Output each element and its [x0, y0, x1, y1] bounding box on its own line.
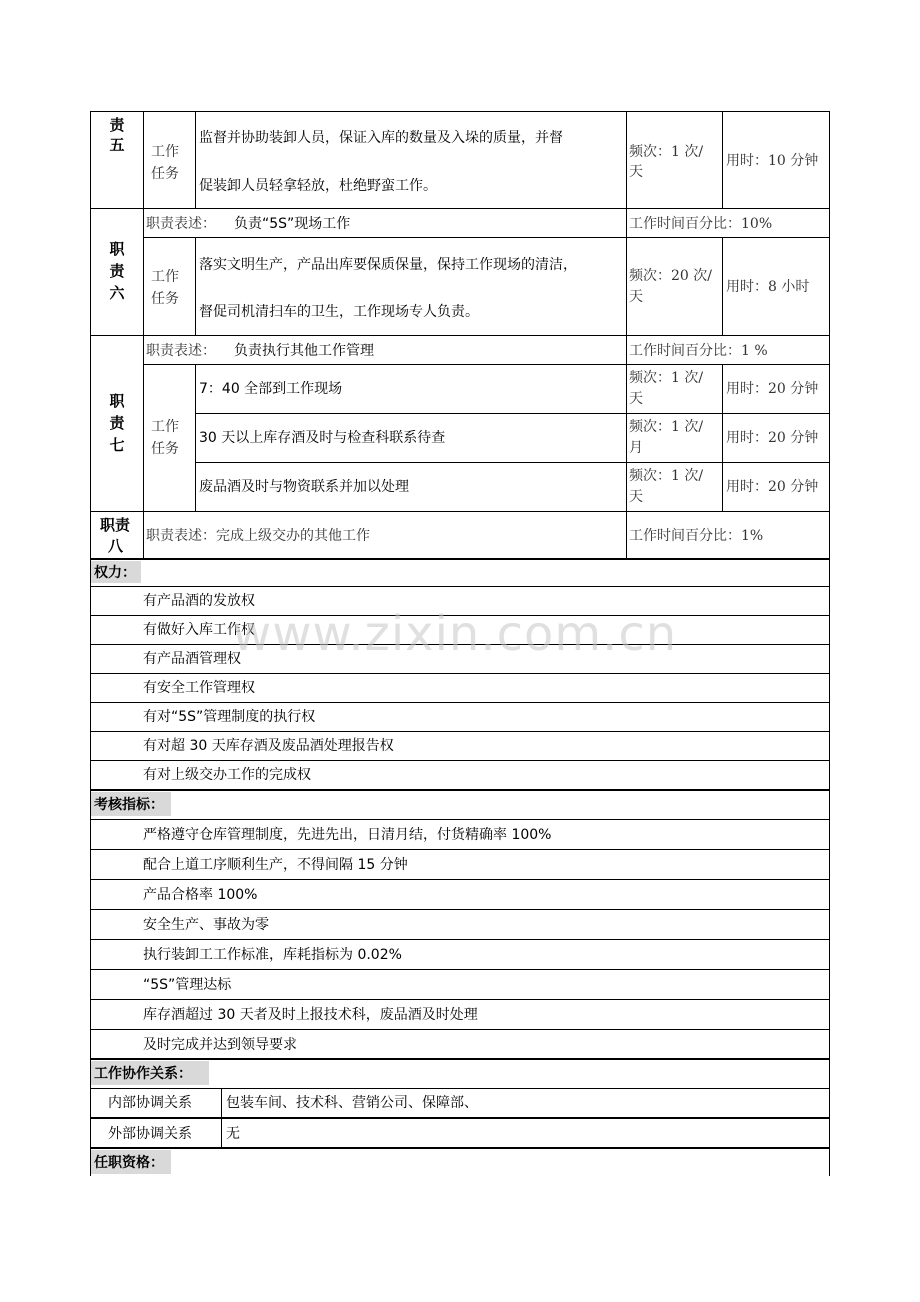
duty7-desc-label: 职责表述： [146, 343, 216, 359]
duty7-task-2: 30 天以上库存酒及时与检查科联系待查 [199, 430, 446, 446]
duty8-title-line1: 职责 [100, 516, 131, 534]
duty7-task-1-time: 用时：20 分钟 [726, 381, 819, 397]
duty7-task-2-time: 用时：20 分钟 [726, 430, 819, 446]
duty6-freq-line1: 频次：20 次/ [629, 268, 712, 284]
duty6-task-line1: 落实文明生产，产品出库要保质保量，保持工作现场的清洁， [199, 257, 577, 273]
duty7-task-label: 工作任务 [151, 419, 179, 457]
duty7-task-2-freq-line2: 月 [629, 440, 643, 456]
duty7-title: 职责七 [109, 392, 125, 454]
duty7-task-3: 废品酒及时与物资联系并加以处理 [199, 479, 409, 495]
qualification-heading: 任职资格： [94, 1155, 164, 1171]
duty8-title-line2: 八 [108, 537, 124, 555]
authority-item: 有做好入库工作权 [143, 622, 255, 638]
authority-item: 有产品酒的发放权 [143, 593, 255, 609]
kpi-item: “5S”管理达标 [143, 977, 232, 993]
kpi-item: 执行装卸工工作标准，库耗指标为 0.02% [143, 947, 402, 963]
authority-heading: 权力： [94, 565, 136, 581]
duty7-desc: 负责执行其他工作管理 [234, 343, 374, 359]
internal-coord-value: 包装车间、技术科、营销公司、保障部、 [226, 1095, 478, 1111]
duty7-task-3-time: 用时：20 分钟 [726, 479, 819, 495]
duty8-pct: 工作时间百分比：1% [629, 528, 764, 544]
kpi-item: 产品合格率 100% [143, 887, 258, 903]
duty6-title: 职责六 [109, 240, 125, 302]
duty6-desc-label: 职责表述： [146, 216, 216, 232]
authority-item: 有安全工作管理权 [143, 680, 255, 696]
kpi-item: 安全生产、事故为零 [143, 917, 269, 933]
external-coord-value: 无 [226, 1126, 240, 1142]
kpi-item: 及时完成并达到领导要求 [143, 1037, 297, 1053]
kpi-item: 严格遵守仓库管理制度，先进先出，日清月结，付货精确率 100% [143, 827, 552, 843]
duty7-task-1: 7：40 全部到工作现场 [199, 381, 343, 397]
duty7-task-1-freq-line1: 频次：1 次/ [629, 370, 704, 386]
authority-item: 有对“5S”管理制度的执行权 [143, 709, 316, 725]
duty5-task-line2: 促装卸人员轻拿轻放，杜绝野蛮工作。 [199, 178, 437, 194]
duty7-task-2-freq-line1: 频次：1 次/ [629, 419, 704, 435]
duty8-desc: 职责表述：完成上级交办的其他工作 [146, 528, 370, 544]
authority-item: 有产品酒管理权 [143, 651, 241, 667]
duty5-freq-line2: 天 [629, 164, 643, 180]
authority-item: 有对上级交办工作的完成权 [143, 767, 311, 783]
duty6-freq-line2: 天 [629, 289, 643, 305]
duty5-title: 责五 [109, 116, 125, 154]
duty7-task-3-freq-line1: 频次：1 次/ [629, 468, 704, 484]
internal-coord-label: 内部协调关系 [108, 1095, 192, 1111]
duty5-freq-line1: 频次：1 次/ [629, 144, 704, 160]
watermark: www.zixin.com.cn [232, 606, 678, 662]
duty7-pct: 工作时间百分比：1 % [629, 343, 768, 359]
duty7-task-3-freq-line2: 天 [629, 489, 643, 505]
kpi-item: 库存酒超过 30 天者及时上报技术科，废品酒及时处理 [143, 1007, 478, 1023]
kpi-item: 配合上道工序顺利生产，不得间隔 15 分钟 [143, 857, 408, 873]
duty5-task-line1: 监督并协助装卸人员，保证入库的数量及入垛的质量，并督 [199, 130, 563, 146]
duty7-task-1-freq-line2: 天 [629, 391, 643, 407]
kpi-heading: 考核指标： [94, 797, 164, 813]
duty6-task-line2: 督促司机清扫车的卫生，工作现场专人负责。 [199, 304, 479, 320]
duty5-task-label: 工作任务 [151, 144, 179, 182]
cooperation-heading: 工作协作关系： [94, 1066, 192, 1082]
duty6-task-label: 工作任务 [151, 269, 179, 307]
duty6-pct: 工作时间百分比：10% [629, 216, 773, 232]
duty6-desc: 负责“5S”现场工作 [234, 216, 351, 232]
duty5-time: 用时：10 分钟 [726, 153, 819, 169]
authority-item: 有对超 30 天库存酒及废品酒处理报告权 [143, 738, 394, 754]
external-coord-label: 外部协调关系 [108, 1126, 192, 1142]
duty6-time: 用时：8 小时 [726, 279, 810, 295]
